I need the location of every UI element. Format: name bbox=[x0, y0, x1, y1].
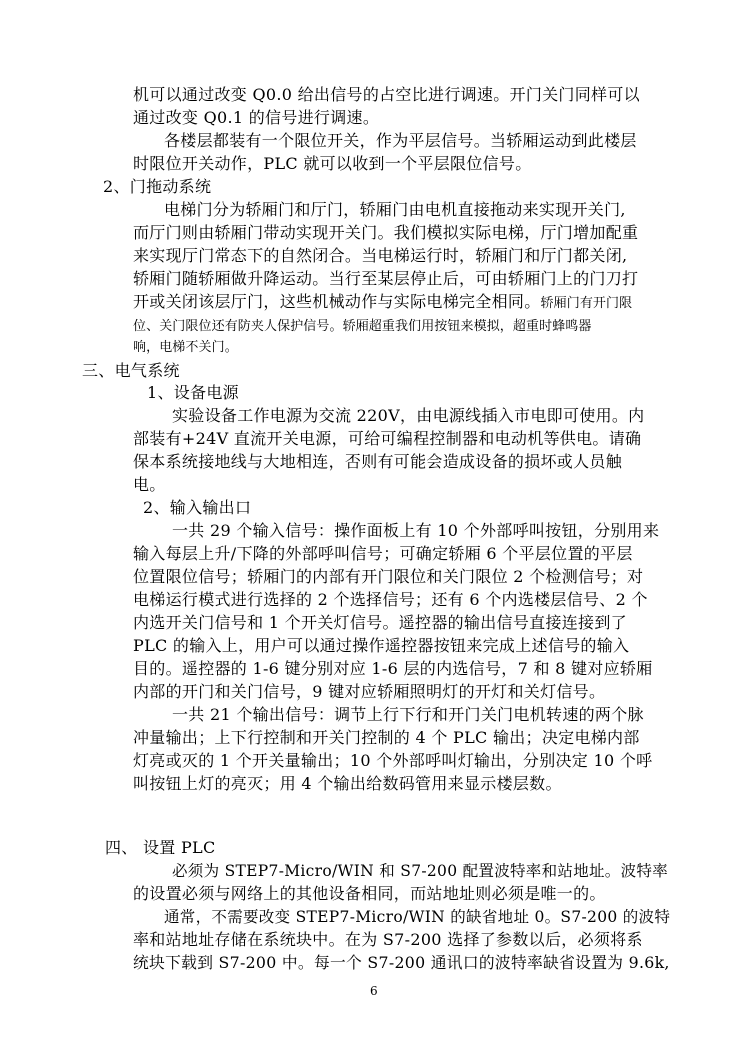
text-line: 开或关闭该层厅门，这些机械动作与实际电梯完全相同。轿厢门有开门限 bbox=[133, 292, 633, 311]
text-line: 机可以通过改变 Q0.0 给出信号的占空比进行调速。开门关门同样可以 bbox=[133, 85, 640, 104]
text-line-small: 响，电梯不关门。 bbox=[133, 340, 238, 355]
text-line: 来实现厅门常态下的自然闭合。当电梯运行时，轿厢门和厅门都关闭, bbox=[133, 246, 628, 265]
text-line-small: 位、关门限位还有防夹人保护信号。轿厢超重我们用按钮来模拟，超重时蜂鸣器 bbox=[133, 319, 592, 334]
text-line: 实验设备工作电源为交流 220V，由电源线插入市电即可使用。内 bbox=[172, 406, 645, 425]
text-line: 一共 29 个输入信号：操作面板上有 10 个外部呼叫按钮，分别用来 bbox=[172, 521, 660, 540]
text-line: 目的。遥控器的 1-6 键分别对应 1-6 层的内选信号，7 和 8 键对应轿厢 bbox=[133, 659, 653, 678]
text-line: 冲量输出；上下行控制和开关门控制的 4 个 PLC 输出；决定电梯内部 bbox=[133, 728, 640, 747]
text-line: 内选开关门信号和 1 个开关灯信号。遥控器的输出信号直接连接到了 bbox=[133, 613, 627, 632]
text-line: PLC 的输入上，用户可以通过操作遥控器按钮来完成上述信号的输入 bbox=[133, 636, 630, 655]
text-line: 率和站地址存储在系统块中。在为 S7-200 选择了参数以后，必须将系 bbox=[133, 930, 643, 949]
text-line: 而厅门则由轿厢门带动实现开关门。我们模拟实际电梯，厅门增加配重 bbox=[133, 223, 639, 242]
text-line: 电梯门分为轿厢门和厅门，轿厢门由电机直接拖动来实现开关门, bbox=[164, 200, 626, 219]
text-line: 通过改变 Q0.1 的信号进行调速。 bbox=[133, 108, 380, 127]
text-line: 内部的开门和关门信号，9 键对应轿厢照明灯的开灯和关灯信号。 bbox=[133, 682, 606, 701]
text-line: 必须为 STEP7-Micro/WIN 和 S7-200 配置波特率和站地址。波特率 bbox=[172, 862, 668, 880]
text-line: 位置限位信号；轿厢门的内部有开门限位和关门限位 2 个检测信号；对 bbox=[133, 567, 644, 586]
text-line: 灯亮或灭的 1 个开关量输出；10 个外部呼叫灯输出，分别决定 10 个呼 bbox=[133, 751, 653, 770]
text-line: 部装有+24V 直流开关电源，可给可编程控制器和电动机等供电。请确 bbox=[133, 429, 642, 448]
text-line: 一共 21 个输出信号：调节上行下行和开门关门电机转速的两个脉 bbox=[172, 705, 644, 724]
section-heading: 1、设备电源 bbox=[147, 383, 239, 402]
page-number: 6 bbox=[370, 984, 378, 998]
chapter-heading: 三、电气系统 bbox=[82, 361, 180, 380]
text-line: 叫按钮上灯的亮灭；用 4 个输出给数码管用来显示楼层数。 bbox=[133, 774, 562, 793]
text-line: 电梯运行模式进行选择的 2 个选择信号；还有 6 个内选楼层信号、2 个 bbox=[133, 590, 648, 609]
text-line: 轿厢门随轿厢做升降运动。当行至某层停止后，可由轿厢门上的门刀打 bbox=[133, 269, 639, 288]
section-heading: 2、输入输出口 bbox=[143, 498, 252, 517]
text-line: 时限位开关动作，PLC 就可以收到一个平层限位信号。 bbox=[133, 154, 532, 173]
text-line: 统块下载到 S7-200 中。每一个 S7-200 通讯口的波特率缺省设置为 9.6k, bbox=[133, 953, 670, 972]
text-line: 通常，不需要改变 STEP7-Micro/WIN 的缺省地址 0。S7-200 的波特 bbox=[164, 908, 671, 926]
text-line: 输入每层上升/下降的外部呼叫信号；可确定轿厢 6 个平层位置的平层 bbox=[133, 544, 633, 563]
text-line: 的设置必须与网络上的其他设备相同，而站地址则必须是唯一的。 bbox=[133, 884, 606, 903]
text-line: 保本系统接地线与大地相连，否则有可能会造成设备的损坏或人员触 bbox=[133, 452, 623, 471]
section-heading: 2、门拖动系统 bbox=[103, 177, 212, 196]
text-line: 各楼层都装有一个限位开关，作为平层信号。当轿厢运动到此楼层 bbox=[164, 131, 637, 150]
text-line: 电。 bbox=[133, 475, 166, 494]
chapter-heading: 四、 设置 PLC bbox=[105, 838, 216, 857]
